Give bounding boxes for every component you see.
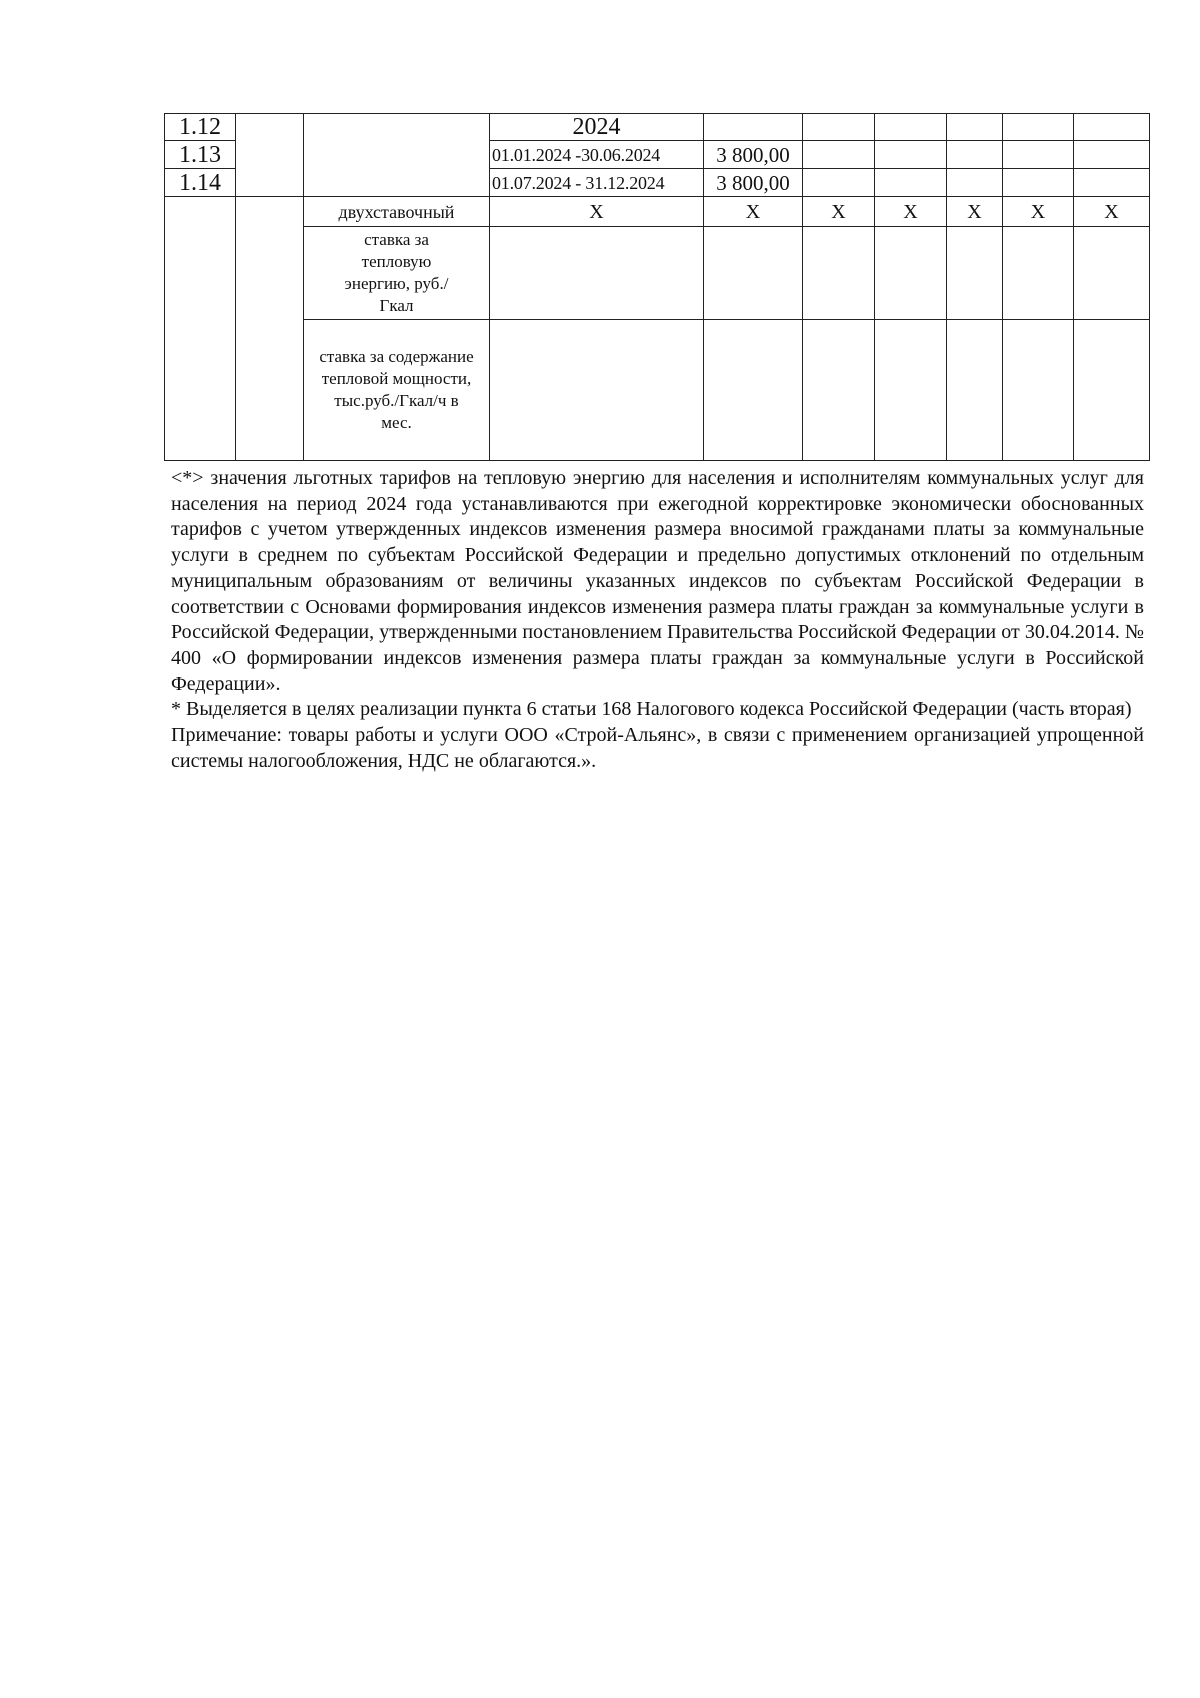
empty-cell: [165, 197, 236, 461]
row-number: 1.12: [165, 114, 236, 141]
empty-cell: [1074, 114, 1150, 141]
empty-cell: [803, 227, 875, 320]
price-cell: 3 800,00: [704, 141, 803, 169]
note-vat-exemption: Примечание: товары работы и услуги ООО «Строй-Альянс», в связи с применением организацией упрощенной системы налогообложения, НДС не облагаются.».: [171, 724, 1144, 772]
empty-cell: [704, 320, 803, 461]
row-number: 1.14: [165, 169, 236, 197]
empty-cell: [875, 320, 947, 461]
empty-cell: [947, 169, 1003, 197]
cross-mark: X: [490, 197, 704, 227]
empty-cell: [875, 114, 947, 141]
empty-cell: [1074, 169, 1150, 197]
empty-cell: [1003, 320, 1074, 461]
cross-mark: X: [875, 197, 947, 227]
empty-cell: [803, 169, 875, 197]
empty-cell: [1003, 141, 1074, 169]
empty-cell: [490, 227, 704, 320]
year-cell: 2024: [490, 114, 704, 141]
empty-cell: [875, 227, 947, 320]
empty-cell: [1003, 169, 1074, 197]
table-row: [165, 320, 1150, 461]
footnotes: [171, 466, 1144, 774]
cross-mark: X: [1003, 197, 1074, 227]
heat-rate-label: ставка за тепловую энергию, руб./Гкал: [304, 227, 490, 320]
empty-cell: [803, 114, 875, 141]
table-row: [165, 197, 1150, 227]
table-row: [165, 114, 1150, 141]
empty-cell: [1074, 141, 1150, 169]
empty-cell: [947, 320, 1003, 461]
footnote-preferential-tariffs: <*> значения льготных тарифов на тепловую энергию для населения и исполнителям коммунальных услуг для населения на период 2024 года устанавливаются при ежегодной корректировке экономически обоснованных тарифов с учетом утвержденных индексов изменения размера вносимой гражданами платы за коммунальные услуги в среднем по субъектам Российской Федерации и предельно допустимых отклонений по отдельным муниципальным образованиям от величины указанных индексов по субъектам Российской Федерации в соответствии с Основами формирования индексов изменения размера платы граждан за коммунальные услуги в Российской Федерации, утвержденными постановлением Правительства Российской Федерации от 30.04.2014. № 400 «О формировании индексов изменения размера платы граждан за коммунальные услуги в Российской Федерации».: [171, 467, 1144, 695]
tariff-type-label: двухставочный: [304, 197, 490, 227]
empty-cell: [803, 141, 875, 169]
table-row: [165, 227, 1150, 320]
empty-cell: [1074, 227, 1150, 320]
empty-cell: [236, 197, 304, 461]
period-cell: 01.01.2024 -30.06.2024: [490, 141, 704, 169]
empty-cell: [704, 227, 803, 320]
cross-mark: X: [1074, 197, 1150, 227]
empty-cell: [1003, 114, 1074, 141]
empty-cell: [947, 227, 1003, 320]
footnote-vat-allocation: * Выделяется в целях реализации пункта 6 статьи 168 Налогового кодекса Российской Федерации (часть вторая): [171, 698, 1132, 721]
period-cell: 01.07.2024 - 31.12.2024: [490, 169, 704, 197]
empty-cell: [947, 141, 1003, 169]
empty-cell: [875, 169, 947, 197]
cross-mark: X: [803, 197, 875, 227]
empty-cell: [803, 320, 875, 461]
empty-cell: [875, 141, 947, 169]
row-number: 1.13: [165, 141, 236, 169]
tariff-table: [164, 113, 1150, 461]
empty-cell: [304, 114, 490, 197]
cross-mark: X: [704, 197, 803, 227]
empty-cell: [1003, 227, 1074, 320]
empty-cell: [236, 114, 304, 197]
empty-cell: [490, 320, 704, 461]
price-cell: 3 800,00: [704, 169, 803, 197]
empty-cell: [704, 114, 803, 141]
empty-cell: [947, 114, 1003, 141]
cross-mark: X: [947, 197, 1003, 227]
capacity-rate-label: ставка за содержание тепловой мощности, тыс.руб./Гкал/ч в мес.: [304, 320, 490, 461]
empty-cell: [1074, 320, 1150, 461]
